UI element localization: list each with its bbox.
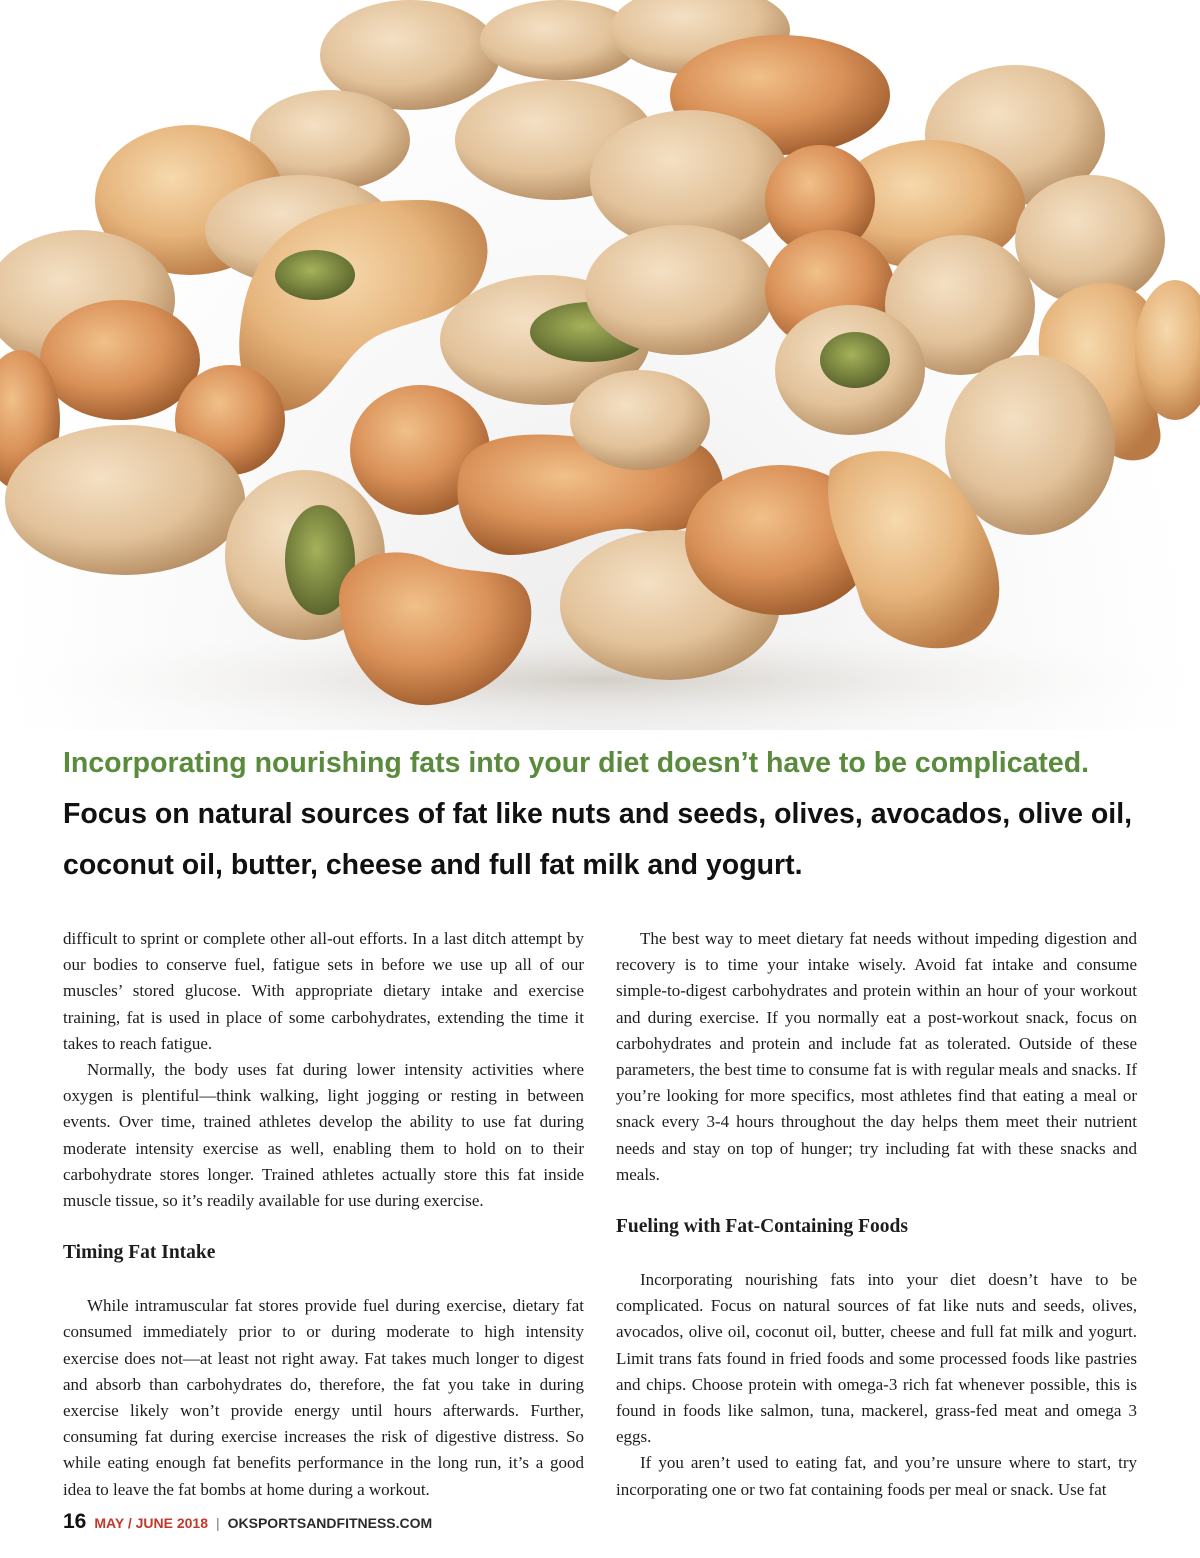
issue-date: MAY / JUNE 2018 — [94, 1515, 208, 1531]
section-heading-timing: Timing Fat Intake — [63, 1242, 216, 1264]
mixed-nuts-photo — [0, 0, 1200, 730]
left-paragraph-1: difficult to sprint or complete other all-out efforts. In a last ditch attempt by our bodies to conserve fuel, fatigue sets in before we use up all of our muscles’ stored glucose. With appropriate dietary intake and exercise training, fat is used in place of some carbohydrates, extending the time it takes to reach fatigue. — [63, 929, 584, 1053]
website-link[interactable]: OKSPORTSANDFITNESS.COM — [227, 1515, 433, 1531]
left-paragraph-3: While intramuscular fat stores provide fuel during exercise, dietary fat consumed immediately prior to or during moderate to high intensity exercise does not—at least not right away. Fat takes much longer to digest and absorb than carbohydrates do, therefore, the fat you take in during exercise likely won’t provide energy until hours afterwards. Further, consuming fat during exercise increases the risk of digestive distress. So while eating enough fat benefits performance in the long run, it’s a good idea to leave the fat bombs at home during a workout. — [63, 1296, 584, 1499]
left-paragraph-2: Normally, the body uses fat during lower intensity activities where oxygen is plentiful—think walking, light jogging or resting in between events. Over time, trained athletes develop the ability to use fat during moderate intensity exercise as well, enabling them to hold on to their carbohydrate stores longer. Trained athletes actually store this fat inside muscle tissue, so it’s readily available for use during exercise. — [63, 1060, 584, 1211]
section-heading-fueling: Fueling with Fat-Containing Foods — [616, 1216, 908, 1238]
footer-separator: | — [215, 1515, 220, 1531]
pull-quote-body: Focus on natural sources of fat like nuts and seeds, olives, avocados, olive oil, coconut oil, butter, cheese and full fat milk and yogurt. — [63, 798, 1133, 881]
pull-quote-highlight: Incorporating nourishing fats into your diet doesn’t have to be complicated. — [63, 747, 1090, 779]
page-number: 16 — [63, 1510, 87, 1533]
page-footer — [63, 1510, 432, 1534]
left-column — [63, 926, 584, 1503]
right-paragraph-2: Incorporating nourishing fats into your diet doesn’t have to be complicated. Focus on natural sources of fat like nuts and seeds, olives, avocados, olive oil, coconut oil, butter, cheese and full fat milk and yogurt. Limit trans fats found in fried foods and some processed foods like pastries and chips. Choose protein with omega-3 rich fat whenever possible, this is found in foods like salmon, tuna, mackerel, grass-fed meat and omega 3 eggs. — [616, 1270, 1137, 1447]
right-paragraph-1: The best way to meet dietary fat needs without impeding digestion and recovery is to time your intake wisely. Avoid fat intake and consume simple-to-digest carbohydrates and protein within an hour of your workout and during exercise. If you normally eat a post-workout snack, focus on carbohydrates and protein and include fat as tolerated. Outside of these parameters, the best time to consume fat is with regular meals and snacks. If you’re looking for more specifics, most athletes find that eating a meal or snack every 3-4 hours throughout the day helps them meet their nutrient needs and stay on top of hunger; try including fat with these snacks and meals. — [616, 929, 1137, 1184]
right-column — [616, 926, 1137, 1503]
pull-quote — [63, 738, 1153, 891]
right-paragraph-3: If you aren’t used to eating fat, and you’re unsure where to start, try incorporating one or two fat containing foods per meal or snack. Use fat — [616, 1453, 1137, 1499]
nuts-illustration — [0, 0, 1200, 730]
